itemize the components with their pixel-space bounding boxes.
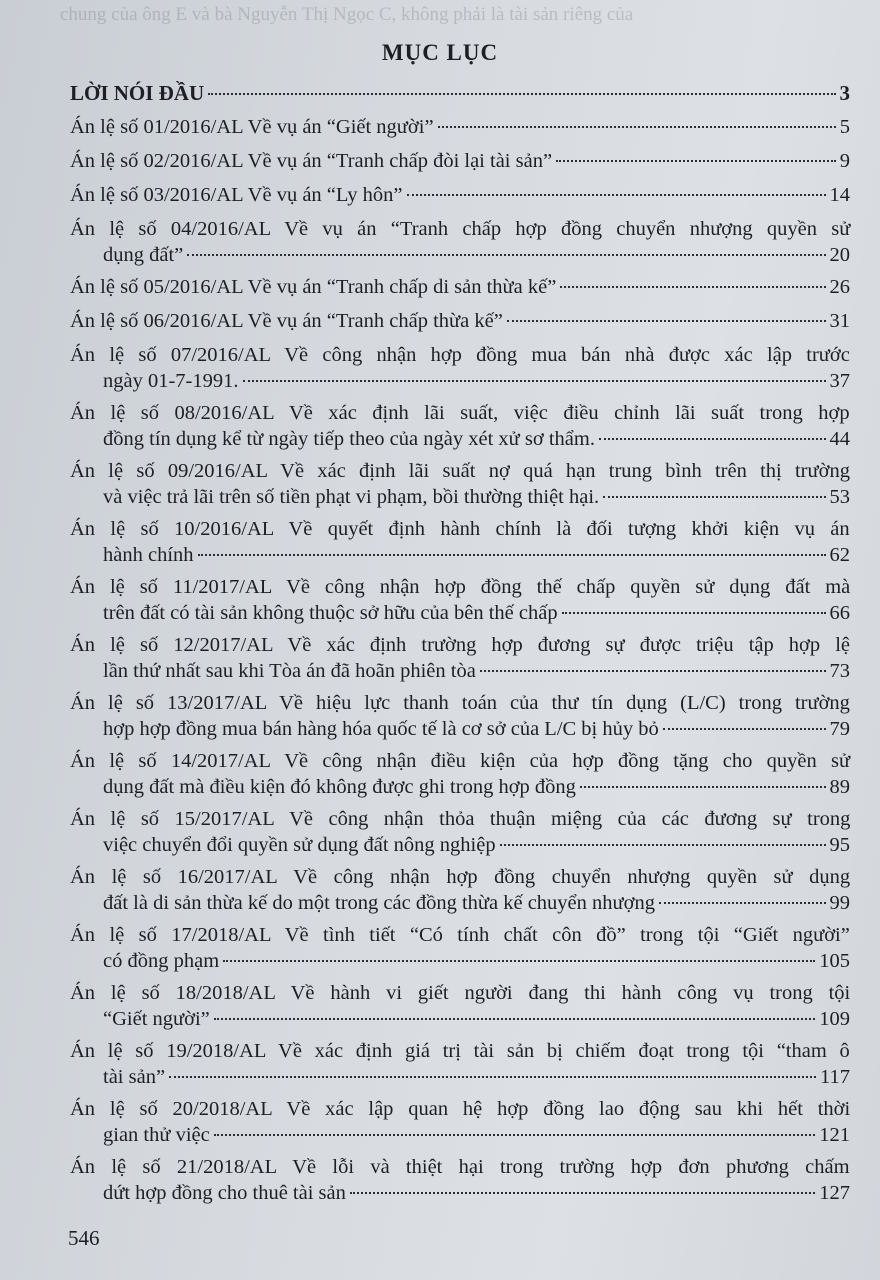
toc-entry-text: Án lệ số 08/2016/AL Về xác định lãi suất, việc điều chỉnh lãi suất trong hợp bbox=[70, 402, 850, 424]
dot-leader bbox=[208, 93, 835, 95]
toc-entry[interactable] bbox=[70, 1154, 850, 1206]
toc-entry-text: Án lệ số 19/2018/AL Về xác định giá trị tài sản bị chiếm đoạt trong tội “tham ô bbox=[70, 1040, 850, 1062]
toc-entry-text: trên đất có tài sản không thuộc sở hữu của bên thế chấp bbox=[103, 602, 558, 624]
toc-entry-line bbox=[70, 1096, 850, 1122]
toc-entry-page: 79 bbox=[829, 718, 850, 740]
toc-entry-line bbox=[70, 716, 850, 742]
toc-entry-page: 105 bbox=[819, 950, 850, 972]
toc-entry-line bbox=[70, 832, 850, 858]
dot-leader bbox=[480, 670, 826, 672]
dot-leader bbox=[562, 612, 826, 614]
toc-entry-page: 44 bbox=[829, 428, 850, 450]
toc-entry[interactable] bbox=[70, 806, 850, 858]
table-of-contents bbox=[70, 80, 850, 1212]
toc-entry[interactable] bbox=[70, 980, 850, 1032]
dot-leader bbox=[663, 728, 826, 730]
toc-entry-line bbox=[70, 748, 850, 774]
toc-entry-page: 89 bbox=[829, 776, 850, 798]
toc-entry-line bbox=[70, 774, 850, 800]
toc-entry-text: dụng đất” bbox=[103, 244, 184, 266]
toc-entry-text: có đồng phạm bbox=[103, 950, 220, 972]
toc-entry-page: 37 bbox=[829, 370, 850, 392]
toc-entry-line bbox=[70, 458, 850, 484]
toc-entry-line bbox=[70, 922, 850, 948]
toc-entry-text: Án lệ số 02/2016/AL Về vụ án “Tranh chấp đòi lại tài sản” bbox=[70, 150, 553, 172]
toc-entry-line bbox=[70, 948, 850, 974]
toc-entry-text: Án lệ số 21/2018/AL Về lỗi và thiệt hại trong trường hợp đơn phương chấm bbox=[70, 1156, 850, 1178]
toc-entry[interactable] bbox=[70, 516, 850, 568]
dot-leader bbox=[214, 1018, 815, 1020]
toc-entry-text: Án lệ số 13/2017/AL Về hiệu lực thanh toán của thư tín dụng (L/C) trong trường bbox=[70, 692, 850, 714]
dot-leader bbox=[580, 786, 826, 788]
toc-entry-line bbox=[70, 1180, 850, 1206]
dot-leader bbox=[243, 380, 826, 382]
toc-entry[interactable] bbox=[70, 922, 850, 974]
toc-entry-page: 121 bbox=[819, 1124, 850, 1146]
toc-entry[interactable] bbox=[70, 632, 850, 684]
toc-preface[interactable] bbox=[70, 80, 850, 106]
bleed-through-text: chung của ông E và bà Nguyễn Thị Ngọc C, không phải là tài sản riêng của bbox=[60, 4, 634, 25]
toc-entry-line bbox=[70, 806, 850, 832]
toc-entry-text: đất là di sản thừa kế do một trong các đồng thừa kế chuyển nhượng bbox=[103, 892, 655, 914]
toc-entry-line bbox=[70, 426, 850, 452]
toc-entry-text: gian thử việc bbox=[103, 1124, 210, 1146]
toc-entry-text: Án lệ số 12/2017/AL Về xác định trường hợp đương sự được triệu tập hợp lệ bbox=[70, 634, 850, 656]
toc-entry-line bbox=[70, 182, 850, 208]
toc-entry-line bbox=[70, 368, 850, 394]
toc-entry-page: 95 bbox=[829, 834, 850, 856]
toc-entry-page: 127 bbox=[819, 1182, 850, 1204]
dot-leader bbox=[407, 194, 826, 196]
dot-leader bbox=[223, 960, 815, 962]
toc-entry-line bbox=[70, 542, 850, 568]
toc-entry-page: 73 bbox=[829, 660, 850, 682]
toc-entry-text: việc chuyển đổi quyền sử dụng đất nông nghiệp bbox=[103, 834, 496, 856]
toc-entry-text: lần thứ nhất sau khi Tòa án đã hoãn phiên tòa bbox=[103, 660, 476, 682]
toc-entry-text: hành chính bbox=[103, 544, 194, 566]
toc-entry-line bbox=[70, 632, 850, 658]
toc-entry[interactable] bbox=[70, 148, 850, 174]
toc-entry[interactable] bbox=[70, 1096, 850, 1148]
dot-leader bbox=[599, 438, 826, 440]
toc-entry-text: “Giết người” bbox=[103, 1008, 210, 1030]
toc-entry-page: 5 bbox=[839, 116, 850, 138]
toc-entry-line bbox=[70, 574, 850, 600]
toc-entry-line bbox=[70, 516, 850, 542]
toc-entry-text: ngày 01-7-1991. bbox=[103, 370, 239, 392]
toc-entry-text: và việc trả lãi trên số tiền phạt vi phạm, bồi thường thiệt hại. bbox=[103, 486, 600, 508]
dot-leader bbox=[500, 844, 826, 846]
toc-entry-line bbox=[70, 890, 850, 916]
toc-entries bbox=[70, 114, 850, 1206]
dot-leader bbox=[214, 1134, 816, 1136]
toc-entry-text: Án lệ số 01/2016/AL Về vụ án “Giết người” bbox=[70, 116, 434, 138]
toc-preface-page: 3 bbox=[839, 81, 850, 105]
toc-entry-page: 62 bbox=[829, 544, 850, 566]
toc-entry-line bbox=[70, 600, 850, 626]
dot-leader bbox=[556, 160, 836, 162]
toc-entry-page: 20 bbox=[829, 244, 850, 266]
toc-entry-text: Án lệ số 18/2018/AL Về hành vi giết người đang thi hành công vụ trong tội bbox=[70, 982, 851, 1004]
toc-entry-text: Án lệ số 15/2017/AL Về công nhận thỏa thuận miệng của các đương sự trong bbox=[70, 808, 851, 830]
toc-entry[interactable] bbox=[70, 342, 850, 394]
toc-entry-page: 26 bbox=[829, 276, 850, 298]
toc-entry-text: hợp hợp đồng mua bán hàng hóa quốc tế là cơ sở của L/C bị hủy bỏ bbox=[103, 718, 659, 740]
dot-leader bbox=[438, 126, 836, 128]
toc-entry[interactable] bbox=[70, 690, 850, 742]
toc-entry-page: 66 bbox=[829, 602, 850, 624]
page-number: 546 bbox=[68, 1226, 100, 1250]
toc-entry-text: tài sản” bbox=[103, 1066, 166, 1088]
dot-leader bbox=[169, 1076, 816, 1078]
toc-entry-text: Án lệ số 05/2016/AL Về vụ án “Tranh chấp di sản thừa kế” bbox=[70, 276, 557, 298]
toc-entry[interactable] bbox=[70, 1038, 850, 1090]
dot-leader bbox=[659, 902, 826, 904]
toc-entry-page: 31 bbox=[829, 310, 850, 332]
toc-entry-line bbox=[70, 308, 850, 334]
toc-entry-line bbox=[70, 114, 850, 140]
toc-entry-line bbox=[70, 864, 850, 890]
toc-entry-text: đồng tín dụng kể từ ngày tiếp theo của ngày xét xử sơ thẩm. bbox=[103, 428, 595, 450]
toc-entry-text: Án lệ số 20/2018/AL Về xác lập quan hệ hợp đồng lao động sau khi hết thời bbox=[70, 1098, 851, 1120]
toc-entry-text: dụng đất mà điều kiện đó không được ghi trong hợp đồng bbox=[103, 776, 576, 798]
dot-leader bbox=[187, 254, 825, 256]
toc-entry[interactable] bbox=[70, 216, 850, 268]
toc-entry-line bbox=[70, 1064, 850, 1090]
toc-entry-line bbox=[70, 980, 850, 1006]
toc-entry-page: 117 bbox=[820, 1066, 850, 1088]
toc-entry[interactable] bbox=[70, 574, 850, 626]
toc-entry-line bbox=[70, 1006, 850, 1032]
toc-entry[interactable] bbox=[70, 182, 850, 208]
dot-leader bbox=[560, 286, 825, 288]
page-title: MỤC LỤC bbox=[381, 40, 499, 65]
toc-entry-line bbox=[70, 148, 850, 174]
toc-entry-line bbox=[70, 484, 850, 510]
toc-entry-line bbox=[70, 1122, 850, 1148]
toc-preface-label: LỜI NÓI ĐẦU bbox=[70, 81, 205, 105]
toc-entry-text: Án lệ số 09/2016/AL Về xác định lãi suất nợ quá hạn trung bình trên thị trường bbox=[70, 460, 850, 482]
toc-entry-line bbox=[70, 342, 850, 368]
toc-entry-text: Án lệ số 07/2016/AL Về công nhận hợp đồng mua bán nhà được xác lập trước bbox=[70, 344, 850, 366]
toc-entry-page: 53 bbox=[829, 486, 850, 508]
toc-entry[interactable] bbox=[70, 748, 850, 800]
toc-entry-page: 9 bbox=[839, 150, 850, 172]
toc-entry-line bbox=[70, 216, 850, 242]
toc-entry[interactable] bbox=[70, 400, 850, 452]
toc-entry-text: Án lệ số 03/2016/AL Về vụ án “Ly hôn” bbox=[70, 184, 403, 206]
toc-entry-page: 109 bbox=[819, 1008, 850, 1030]
toc-entry-text: Án lệ số 14/2017/AL Về công nhận điều kiện của hợp đồng tặng cho quyền sử bbox=[70, 750, 851, 772]
toc-entry-text: Án lệ số 10/2016/AL Về quyết định hành chính là đối tượng khởi kiện vụ án bbox=[70, 518, 850, 540]
toc-entry-text: Án lệ số 06/2016/AL Về vụ án “Tranh chấp thừa kế” bbox=[70, 310, 503, 332]
toc-entry-line bbox=[70, 1154, 850, 1180]
toc-entry-text: dứt hợp đồng cho thuê tài sản bbox=[103, 1182, 346, 1204]
toc-entry[interactable] bbox=[70, 308, 850, 334]
toc-entry-line bbox=[70, 658, 850, 684]
toc-entry-text: Án lệ số 16/2017/AL Về công nhận hợp đồng chuyển nhượng quyền sử dụng bbox=[70, 866, 851, 888]
toc-entry-line bbox=[70, 274, 850, 300]
toc-entry-page: 99 bbox=[829, 892, 850, 914]
toc-entry[interactable] bbox=[70, 864, 850, 916]
toc-entry-text: Án lệ số 11/2017/AL Về công nhận hợp đồng thế chấp quyền sử dụng đất mà bbox=[70, 576, 851, 598]
dot-leader bbox=[198, 554, 826, 556]
toc-entry-line bbox=[70, 242, 850, 268]
toc-entry[interactable] bbox=[70, 114, 850, 140]
toc-entry[interactable] bbox=[70, 458, 850, 510]
toc-entry-line bbox=[70, 1038, 850, 1064]
toc-entry-page: 14 bbox=[829, 184, 850, 206]
toc-entry-line bbox=[70, 400, 850, 426]
dot-leader bbox=[603, 496, 825, 498]
toc-entry-text: Án lệ số 04/2016/AL Về vụ án “Tranh chấp hợp đồng chuyển nhượng quyền sử bbox=[70, 218, 851, 240]
toc-entry[interactable] bbox=[70, 274, 850, 300]
toc-entry-text: Án lệ số 17/2018/AL Về tình tiết “Có tính chất côn đồ” trong tội “Giết người” bbox=[70, 924, 850, 946]
dot-leader bbox=[507, 320, 826, 322]
toc-entry-line bbox=[70, 690, 850, 716]
dot-leader bbox=[350, 1192, 815, 1194]
